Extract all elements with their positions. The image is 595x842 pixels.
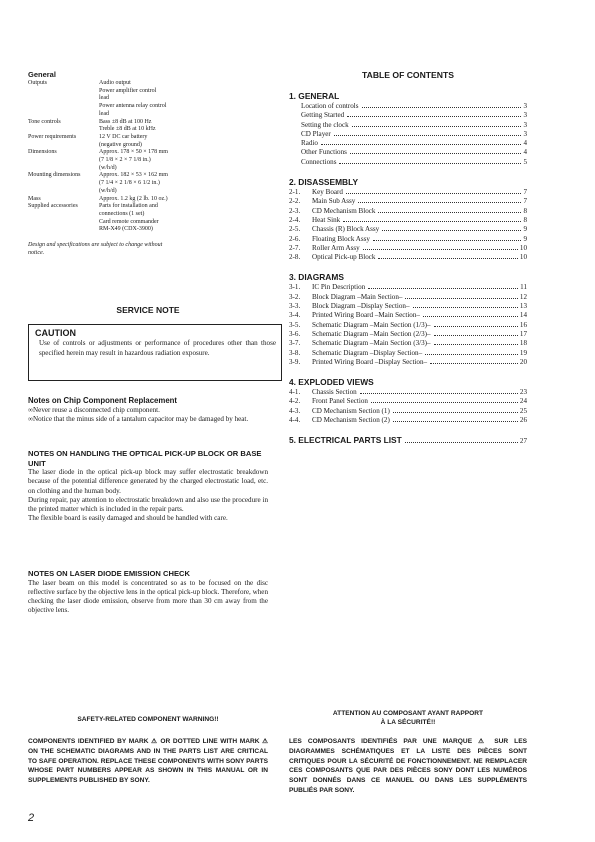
spec-value-line: (w/h/d): [99, 164, 117, 171]
spec-value-line: Treble ±8 dB at 10 kHz: [99, 126, 156, 133]
toc-entry[interactable]: [289, 130, 527, 139]
toc-entry-page: 19: [519, 348, 527, 357]
toc-leader-dots: [339, 163, 521, 164]
toc-leader-dots: [350, 153, 522, 154]
toc-entry-number: 4-4.: [289, 416, 301, 425]
safety-warning-title-fr: [289, 709, 527, 727]
toc-entry[interactable]: [289, 388, 527, 397]
spec-label: Mounting dimensions: [28, 172, 81, 179]
laser-notes-heading: NOTES ON LASER DIODE EMISSION CHECK: [28, 569, 191, 578]
toc-section-heading: 1. GENERAL: [289, 91, 340, 101]
toc-leader-dots: [373, 240, 522, 241]
spec-value-line: Approx. 182 × 53 × 162 mm: [99, 172, 168, 179]
page-number: 2: [28, 812, 35, 824]
spec-value-line: RM-X49 (CDX-3900): [99, 226, 153, 233]
toc-entry-page: 26: [519, 416, 527, 425]
optical-pickup-notes: [28, 449, 268, 524]
toc-entry-text: Schematic Diagram –Main Section (3/3)–: [312, 339, 431, 348]
toc-entry[interactable]: [289, 148, 527, 157]
toc-entry[interactable]: [289, 349, 527, 358]
toc-entry-number: 3-6.: [289, 329, 301, 338]
toc-entry-page: 17: [519, 329, 527, 338]
toc-entry-number: 2-3.: [289, 206, 301, 215]
caution-title: CAUTION: [35, 328, 76, 338]
toc-entry-text: CD Mechanism Section (2): [312, 416, 390, 425]
caution-text: Use of controls or adjustments or performance of procedures other than those specified herein may result in hazardous radiation exposure.: [39, 339, 276, 357]
toc-entry-page: 23: [519, 388, 527, 397]
toc-leader-dots: [382, 230, 521, 231]
toc-entry[interactable]: [289, 293, 527, 302]
toc-entry-text: Block Diagram –Main Section–: [312, 292, 403, 301]
spec-value: [99, 203, 268, 234]
toc-entry[interactable]: [289, 397, 527, 406]
toc-entry-page: 7: [523, 197, 527, 206]
toc-entry-text: Setting the clock: [301, 120, 349, 129]
toc-leader-dots: [413, 307, 518, 308]
toc-leader-dots: [346, 193, 522, 194]
toc-entry-page: 3: [523, 102, 527, 110]
toc-entry[interactable]: [289, 235, 527, 244]
specifications-block: [28, 70, 268, 257]
toc-entry-page: 18: [519, 339, 527, 348]
toc-entry[interactable]: [289, 197, 527, 206]
toc-entry-text: Chassis (R) Block Assy: [312, 225, 380, 234]
toc-leader-dots: [378, 258, 517, 259]
spec-value-line: Power amplifier control: [99, 87, 157, 94]
toc-entry-text: IC Pin Description: [312, 283, 366, 292]
toc-entry-page: 25: [519, 406, 527, 415]
toc-entry-page: 10: [519, 243, 527, 252]
toc-entry-text: Printed Wiring Board –Display Section–: [312, 357, 428, 366]
toc-entry-text: Other Functions: [301, 148, 347, 157]
spec-value-line: (7 1/4 × 2 1/8 × 6 1/2 in.): [99, 180, 160, 187]
toc-leader-dots: [434, 326, 518, 327]
safety-title-fr-line: ATTENTION AU COMPOSANT AYANT RAPPORT: [332, 710, 484, 717]
toc-entry-electrical-parts-list[interactable]: [289, 435, 527, 447]
toc-leader-dots: [363, 249, 518, 250]
toc-leader-dots: [423, 316, 518, 317]
spec-value: [99, 172, 268, 195]
toc-entry[interactable]: [289, 225, 527, 234]
toc-entry-number: 3-1.: [289, 283, 301, 292]
toc-entry[interactable]: [289, 158, 527, 167]
toc-entry-page: 11: [520, 283, 527, 292]
toc-leader-dots: [425, 354, 518, 355]
toc-entry-number: 2-1.: [289, 188, 301, 197]
toc-entry-text: 5. ELECTRICAL PARTS LIST: [289, 435, 402, 446]
toc-leader-dots: [360, 393, 518, 394]
toc-entry-page: 8: [523, 215, 527, 224]
spec-value: [99, 80, 268, 119]
toc-entry-text: CD Mechanism Block: [312, 206, 376, 215]
spec-label: Mass: [28, 195, 41, 202]
toc-entry[interactable]: [289, 139, 527, 148]
spec-value-line: (negative ground): [99, 141, 142, 148]
toc-entry[interactable]: [289, 216, 527, 225]
toc-entry[interactable]: [289, 207, 527, 216]
spec-row: [28, 80, 268, 119]
safety-warning-title: SAFETY-RELATED COMPONENT WARNING!!: [77, 716, 219, 723]
toc-leader-dots: [321, 144, 522, 145]
toc-entry-page: 14: [519, 311, 527, 320]
toc-entry-text: CD Mechanism Section (1): [312, 406, 390, 415]
spec-row: [28, 172, 268, 195]
toc-entry-number: 2-5.: [289, 225, 301, 234]
toc-entry-number: 2-8.: [289, 253, 301, 262]
toc-leader-dots: [371, 402, 518, 403]
toc-entry-text: Chassis Section: [312, 388, 357, 397]
toc-leader-dots: [405, 442, 518, 443]
toc-entry-text: Printed Wiring Board –Main Section–: [312, 311, 420, 320]
toc-entry-list: [289, 283, 527, 367]
toc-entry[interactable]: [289, 302, 527, 311]
pickup-paragraph: The laser diode in the optical pick-up block may suffer electrostatic breakdown because of the potential difference generated by the charged electrostatic load, etc. on clothing and the human body.: [28, 468, 268, 495]
spec-value-line: 12 V DC car battery: [99, 133, 148, 140]
toc-entry-page: 5: [523, 157, 527, 166]
specs-disclaimer: Design and specifications are subject to change without notice.: [28, 242, 163, 256]
safety-warning-text-fr: LES COMPOSANTS IDENTIFIÉS PAR UNE MARQUE ⚠ SUR LES DIAGRAMMES SCHÉMATIQUES ET LA LISTE DES PIÈCES SONT CRITIQUES POUR LA SÉCURITÉ DE FONCTIONNEMENT. NE REMPLACER CES COMPOSANTS QUE PAR DES PIÈCES SONY DONT LES NUMÉROS SONT DONNÉS DANS CE MANUEL OU DANS LES SUPPLÉMENTS PUBLIÉS PAR SONY.: [289, 738, 527, 794]
spec-value: [99, 119, 268, 134]
toc-entry-page: 13: [519, 302, 527, 311]
toc-leader-dots: [347, 116, 521, 117]
toc-entry-page: 20: [519, 357, 527, 366]
spec-label: Supplied accessories: [28, 203, 78, 210]
table-of-contents: [289, 70, 527, 447]
toc-entry-text: Key Board: [312, 188, 343, 197]
toc-entry[interactable]: [289, 244, 527, 253]
toc-entry-list: [289, 188, 527, 262]
toc-entry-number: 3-9.: [289, 357, 301, 366]
toc-entry-text: Heat Sink: [312, 215, 341, 224]
spec-value-line: Bass ±8 dB at 100 Hz: [99, 118, 152, 125]
toc-leader-dots: [358, 202, 521, 203]
toc-entry[interactable]: [289, 102, 527, 111]
toc-leader-dots: [378, 212, 521, 213]
toc-entry-text: Location of controls: [301, 102, 359, 110]
toc-entry-list: [289, 388, 527, 425]
toc-entry-page: 3: [523, 111, 527, 120]
toc-entry-number: 4-1.: [289, 388, 301, 397]
toc-entry-number: 2-2.: [289, 197, 301, 206]
toc-entry-number: 2-6.: [289, 234, 301, 243]
toc-entry[interactable]: [289, 358, 527, 367]
toc-entry-page: 24: [519, 397, 527, 406]
toc-entry-text: Floating Block Assy: [312, 234, 370, 243]
toc-entry-page: 8: [523, 206, 527, 215]
toc-section-heading: 4. EXPLODED VIEWS: [289, 377, 374, 388]
spec-label: Power requirements: [28, 133, 77, 140]
toc-entry-text: Connections: [301, 157, 337, 166]
toc-entry-page: 3: [523, 120, 527, 129]
safety-warning-text: COMPONENTS IDENTIFIED BY MARK ⚠ OR DOTTED LINE WITH MARK ⚠ ON THE SCHEMATIC DIAGRAMS AND IN THE PARTS LIST ARE CRITICAL TO SAFE OPERATION. REPLACE THESE COMPONENTS WITH SONY PARTS WHOSE PART NUMBERS APPEAR AS SHOWN IN THIS MANUAL OR IN SUPPLEMENTS PUBLISHED BY SONY.: [28, 738, 268, 785]
toc-entry-page: 27: [519, 437, 527, 446]
toc-leader-dots: [430, 363, 518, 364]
spec-value: [99, 134, 268, 149]
spec-value-line: Power antenna relay control: [99, 103, 167, 110]
toc-entry-page: 12: [519, 292, 527, 301]
toc-leader-dots: [334, 135, 522, 136]
specs-heading: General: [28, 70, 56, 79]
toc-leader-dots: [405, 298, 517, 299]
toc-entry-number: 4-3.: [289, 406, 301, 415]
toc-entry-text: Radio: [301, 139, 318, 148]
spec-label: Dimensions: [28, 149, 57, 156]
toc-sections: [289, 91, 527, 425]
toc-entry-number: 3-4.: [289, 311, 301, 320]
toc-entry-page: 4: [523, 148, 527, 157]
toc-entry-text: Front Panel Section: [312, 397, 368, 406]
spec-value-line: (7 1/8 × 2 × 7 1/8 in.): [99, 157, 151, 164]
toc-title: TABLE OF CONTENTS: [362, 70, 454, 80]
toc-entry[interactable]: [289, 283, 527, 292]
toc-entry-number: 3-3.: [289, 302, 301, 311]
toc-entry-page: 16: [519, 320, 527, 329]
toc-entry[interactable]: [289, 188, 527, 197]
toc-entry-number: 3-2.: [289, 292, 301, 301]
toc-entry-text: Roller Arm Assy: [312, 243, 360, 252]
specs-table: [28, 80, 268, 234]
service-note-title: SERVICE NOTE: [116, 305, 180, 315]
toc-entry-page: 10: [519, 253, 527, 262]
toc-entry-text: Optical Pick-up Block: [312, 253, 376, 262]
toc-entry-text: Schematic Diagram –Main Section (2/3)–: [312, 329, 431, 338]
toc-leader-dots: [393, 421, 518, 422]
laser-paragraph: The laser beam on this model is concentrated so as to be focused on the disc reflective surface by the objective lens in the optical pick-up block. Therefore, when checking the laser diode emission, observe from more than 30 cm away from the objective lens.: [28, 578, 268, 615]
toc-entry-text: Getting Started: [301, 111, 345, 120]
toc-entry[interactable]: [289, 330, 527, 339]
toc-entry-page: 9: [523, 225, 527, 234]
spec-row: [28, 149, 268, 172]
spec-value-line: connections (1 set): [99, 210, 145, 217]
toc-section-heading: 2. DISASSEMBLY: [289, 177, 359, 188]
spec-value-line: (w/h/d): [99, 187, 117, 194]
toc-entry-number: 3-5.: [289, 320, 301, 329]
toc-leader-dots: [368, 288, 518, 289]
toc-section-heading: 3. DIAGRAMS: [289, 272, 344, 283]
toc-entry[interactable]: [289, 121, 527, 130]
toc-entry-text: Schematic Diagram –Display Section–: [312, 348, 423, 357]
toc-leader-dots: [352, 126, 522, 127]
spec-label: Tone controls: [28, 118, 61, 125]
toc-entry-text: Main Sub Assy: [312, 197, 356, 206]
toc-leader-dots: [434, 335, 518, 336]
toc-leader-dots: [362, 107, 522, 108]
toc-entry[interactable]: [289, 416, 527, 425]
chip-note-item: ∞Never reuse a disconnected chip component.: [28, 405, 160, 414]
toc-entry-page: 3: [523, 129, 527, 138]
caution-box: [28, 324, 282, 381]
chip-replacement-notes: [28, 396, 268, 424]
toc-leader-dots: [343, 221, 521, 222]
spec-value-line: Card remote commander: [99, 218, 159, 225]
pickup-paragraph: During repair, pay attention to electrostatic breakdown and also use the procedure in the printed matter which is included in the repair parts.: [28, 495, 268, 514]
spec-value: [99, 149, 268, 172]
toc-entry[interactable]: [289, 339, 527, 348]
spec-value-line: lead: [99, 95, 109, 102]
spec-value-line: lead: [99, 110, 109, 117]
safety-title-fr-line: À LA SÉCURITÉ!!: [380, 719, 436, 726]
toc-entry-text: CD Player: [301, 129, 331, 138]
toc-entry[interactable]: [289, 253, 527, 262]
toc-entry-number: 4-2.: [289, 397, 301, 406]
chip-note-item: ∞Notice that the minus side of a tantalum capacitor may be damaged by heat.: [28, 414, 249, 423]
toc-entry-page: 9: [523, 234, 527, 243]
chip-notes-heading: Notes on Chip Component Replacement: [28, 396, 178, 405]
toc-entry-text: Block Diagram –Display Section–: [312, 302, 410, 311]
toc-entry[interactable]: [289, 407, 527, 416]
spec-row: [28, 203, 268, 234]
toc-entry[interactable]: [289, 111, 527, 120]
spec-value-line: Audio output: [99, 80, 131, 86]
laser-emission-notes: [28, 569, 268, 616]
toc-entry-number: 2-4.: [289, 215, 301, 224]
spec-row: [28, 134, 268, 149]
toc-entry[interactable]: [289, 311, 527, 320]
spec-label: Outputs: [28, 80, 48, 86]
toc-entry-number: 3-7.: [289, 339, 301, 348]
toc-entry-page: 4: [523, 139, 527, 148]
toc-leader-dots: [393, 412, 518, 413]
toc-entry-number: 2-7.: [289, 243, 301, 252]
toc-entry-text: Schematic Diagram –Main Section (1/3)–: [312, 320, 431, 329]
toc-entry[interactable]: [289, 321, 527, 330]
toc-entry-list: [289, 102, 527, 167]
pickup-paragraph: The flexible board is easily damaged and should be handled with care.: [28, 514, 228, 523]
spec-value-line: Approx. 178 × 50 × 178 mm: [99, 149, 168, 156]
toc-entry-page: 7: [523, 188, 527, 197]
spec-value-line: Approx. 1.2 kg (2 lb. 10 oz.): [99, 195, 168, 202]
spec-value-line: Parts for installation and: [99, 203, 158, 210]
toc-leader-dots: [434, 344, 518, 345]
pickup-notes-heading: NOTES ON HANDLING THE OPTICAL PICK-UP BLOCK OR BASE UNIT: [28, 449, 262, 468]
toc-entry-number: 3-8.: [289, 348, 301, 357]
spec-row: [28, 119, 268, 134]
